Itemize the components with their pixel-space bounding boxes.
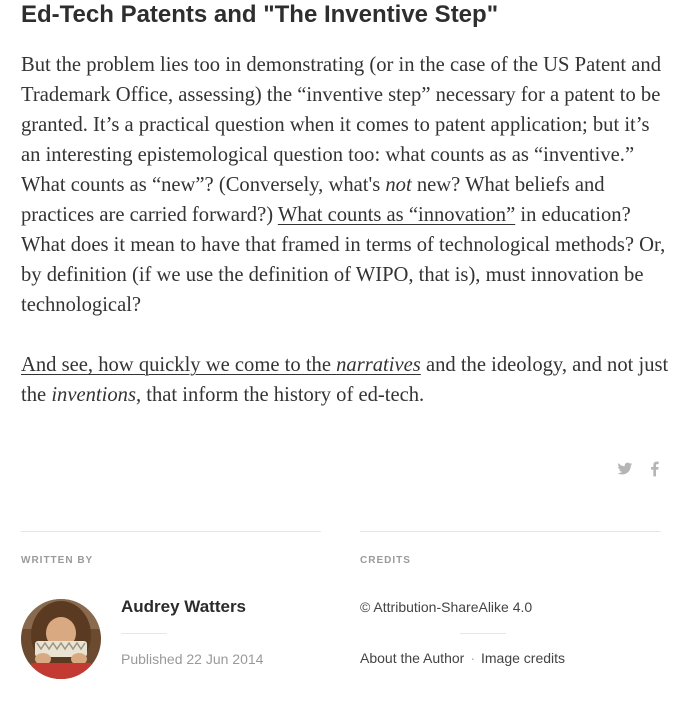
emphasis-text: inventions [51,384,136,406]
credits-divider [460,633,506,634]
text-segment: in education? What does it mean to have that framed in terms of technological methods? Or, by definition (if we use the definition of WIPO, that is), must innovation be technological? [21,204,666,316]
text-segment: But the problem lies too in demonstrating (or in the case of the US Patent and Trademark Office, assessing) the “inventive step” necessary for a patent to be granted. It’s a practical question when it comes to patent application; but it’s an interesting epistemological question too: what counts as as “inventive.” What counts as “new”? (Conversely, what's [21,54,661,196]
article-body [21,50,669,440]
avatar-image [21,599,101,679]
link-text: And see, how quickly we come to the [21,354,337,376]
author-name-link[interactable]: Audrey Watters [121,597,247,616]
text-segment: and the ideology, and not just the [21,354,669,406]
text-segment: new? What beliefs and practices are carried forward?) [21,174,605,226]
divider-credits [360,531,661,532]
innovation-link[interactable]: What counts as “innovation” [277,204,516,226]
facebook-icon[interactable] [647,461,663,477]
divider-written-by [21,531,321,532]
facebook-icon-graphic [647,461,663,477]
narratives-link[interactable] [21,354,421,376]
paragraph-inventive-step [21,50,669,320]
paragraph-narratives [21,350,669,410]
emphasis-text: not [385,174,412,196]
author-divider [121,633,167,634]
link-separator: · [470,650,475,666]
image-credits-link[interactable]: Image credits [480,650,566,666]
twitter-icon-graphic [617,461,633,477]
text-segment: , that inform the history of ed-tech. [135,384,425,406]
credit-links [360,650,565,666]
share-links [617,461,663,477]
published-date: Published 22 Jun 2014 [121,651,264,667]
author-avatar[interactable] [21,599,101,679]
about-author-link[interactable]: About the Author [360,650,465,666]
link-emphasis: narratives [336,354,421,376]
credits-label: CREDITS [360,555,411,566]
twitter-icon[interactable] [617,461,633,477]
written-by-label: WRITTEN BY [21,555,94,566]
post-title: Ed-Tech Patents and "The Inventive Step" [21,1,499,28]
license-text: © Attribution-ShareAlike 4.0 [360,599,533,615]
